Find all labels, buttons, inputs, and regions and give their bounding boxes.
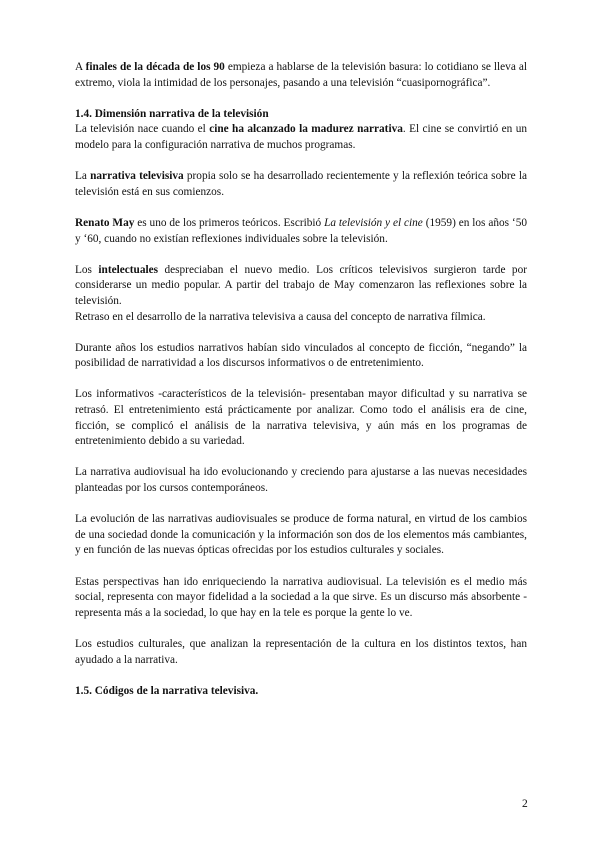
paragraph-estudios-culturales: Los estudios culturales, que analizan la representación de la cultura en los distintos textos, han ayudado a la narrativa.: [75, 637, 527, 666]
bold-phrase: intelectuales: [98, 263, 159, 276]
bold-phrase: finales de la década de los 90: [85, 61, 225, 73]
paragraph-retraso: Retraso en el desarrollo de la narrativa televisiva a causa del concepto de narrativa fílmica.: [75, 310, 486, 323]
section-heading-1-5: 1.5. Códigos de la narrativa televisiva.: [75, 684, 259, 697]
paragraph-cine-madurez: La televisión nace cuando el cine ha alcanzado la madurez narrativa. El cine se convirtió en un modelo para la configuración narrativa de muchos programas.: [75, 123, 528, 151]
bold-phrase: Renato May: [75, 216, 135, 229]
paragraph-perspectivas: Estas perspectivas han ido enriqueciendo la narrativa audiovisual. La televisión es el medio más social, representa con mayor fidelidad a la sociedad a la que sirve. Es un discurso más absorbente - representa más a la sociedad, lo que hay en la tele es porque la gente lo ve.: [75, 575, 527, 619]
paragraph-narrativa-televisiva: La narrativa televisiva propia solo se ha desarrollado recientemente y la reflexión teórica sobre la televisión está en sus comienzos.: [75, 170, 527, 198]
paragraph-evolucion: La evolución de las narrativas audiovisuales se produce de forma natural, en virtud de los cambios de una sociedad donde la comunicación y la información son dos de los elementos más cambiantes, y en función de las nuevas ópticas ofrecidas por los estudios culturales y sociales.: [75, 513, 527, 557]
paragraph-intelectuales: Los intelectuales despreciaban el nuevo medio. Los críticos televisivos surgieron tarde por considerarse un medio popular. A partir del trabajo de May comenzaron las reflexiones sobre la televisión.: [75, 263, 527, 307]
paragraph-tv-basura: A finales de la década de los 90 empieza a hablarse de la televisión basura: lo cotidiano se lleva al extremo, viola la intimidad de los personajes, pasando a una televisión “cuasipornográfica”.: [75, 61, 528, 89]
paragraph-renato-may: Renato May es uno de los primeros teóricos. Escribió La televisión y el cine (1959) en los años ‘50 y ‘60, cuando no existían reflexiones individuales sobre la televisión.: [75, 216, 527, 245]
document-page: [75, 60, 527, 699]
paragraph-narrativa-audiovisual: La narrativa audiovisual ha ido evolucionando y creciendo para ajustarse a las nuevas necesidades planteadas por los cursos contemporáneos.: [75, 466, 527, 495]
book-title: La televisión y el cine: [324, 216, 423, 229]
paragraph-informativos: Los informativos -característicos de la televisión- presentaban mayor dificultad y su narrativa se retrasó. El entretenimiento está prácticamente por analizar. Como todo el análisis era de cine, ficción, se complicó el análisis de la narrativa televisiva, y aún más en los programas de entretenimiento debido a su variedad.: [75, 388, 527, 448]
bold-phrase: cine ha alcanzado la madurez narrativa: [209, 123, 403, 136]
page-number: 2: [522, 798, 528, 810]
paragraph-estudios-narrativos: Durante años los estudios narrativos habían sido vinculados al concepto de ficción, “negando” la posibilidad de narratividad a los discursos informativos o de entretenimiento.: [75, 341, 527, 370]
bold-phrase: narrativa televisiva: [90, 170, 184, 183]
section-heading-1-4: 1.4. Dimensión narrativa de la televisión: [75, 107, 269, 120]
